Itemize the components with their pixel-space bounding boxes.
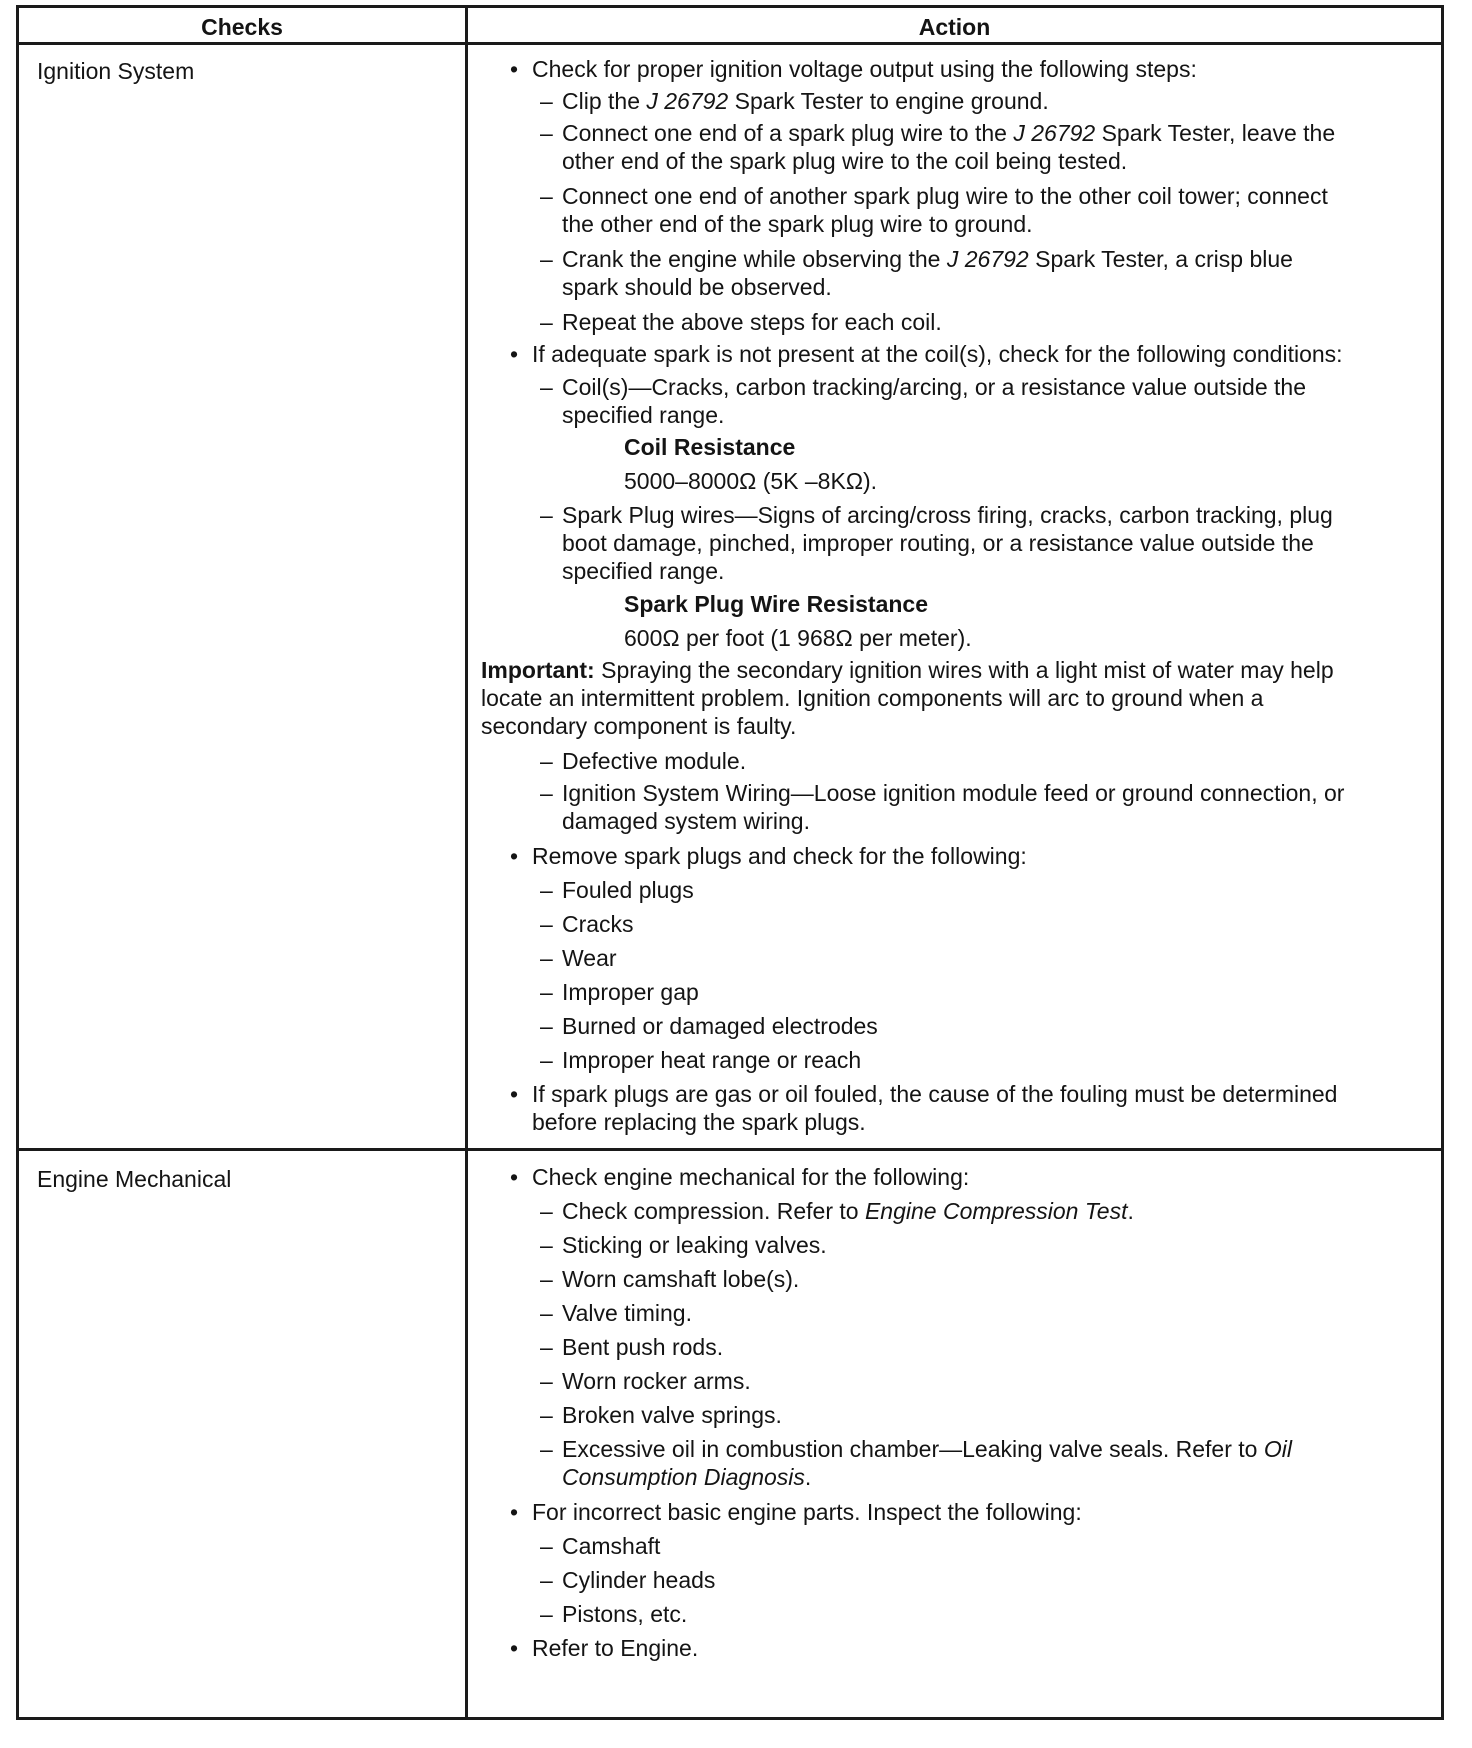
ignition-system-wiring-cont: damaged system wiring. <box>562 808 810 834</box>
dash-glyph: – <box>540 246 553 272</box>
dash-glyph: – <box>540 1368 553 1394</box>
bullet-glyph: • <box>510 1164 519 1190</box>
coil-condition-cont: specified range. <box>562 402 725 428</box>
bullet-glyph: • <box>510 1499 519 1525</box>
plug-check-item: Burned or damaged electrodes <box>562 1013 878 1039</box>
ignition-bullet-spark-check: If adequate spark is not present at the coil(s), check for the following conditions: <box>532 341 1343 367</box>
dash-glyph: – <box>540 911 553 937</box>
dash-glyph: – <box>540 1567 553 1593</box>
plug-check-item: Improper gap <box>562 979 699 1005</box>
plug-check-item: Fouled plugs <box>562 877 694 903</box>
bullet-glyph: • <box>510 341 519 367</box>
step-connect-another-wire: Connect one end of another spark plug wire to the other coil tower; connect <box>562 183 1328 209</box>
coil-resistance-title: Coil Resistance <box>624 434 796 460</box>
spark-plug-wires-condition-cont: specified range. <box>562 558 725 584</box>
dash-glyph: – <box>540 1232 553 1258</box>
dash-glyph: – <box>540 1334 553 1360</box>
coil-resistance-value: 5000–8000Ω (5K –8KΩ). <box>624 468 878 494</box>
dash-glyph: – <box>540 780 553 806</box>
dash-glyph: – <box>540 877 553 903</box>
engine-part-item: Camshaft <box>562 1533 661 1559</box>
dash-glyph: – <box>540 1047 553 1073</box>
dash-glyph: – <box>540 945 553 971</box>
dash-glyph: – <box>540 120 553 146</box>
plug-check-item: Improper heat range or reach <box>562 1047 862 1073</box>
dash-glyph: – <box>540 309 553 335</box>
ignition-bullet-remove-plugs: Remove spark plugs and check for the following: <box>532 843 1027 869</box>
column-divider <box>465 8 468 1717</box>
dash-glyph: – <box>540 1198 553 1224</box>
ignition-bullet-fouled-cont: before replacing the spark plugs. <box>532 1109 866 1135</box>
excessive-oil: Excessive oil in combustion chamber—Leaking valve seals. Refer to Oil <box>562 1436 1292 1462</box>
bullet-glyph: • <box>510 843 519 869</box>
wire-resistance-value: 600Ω per foot (1 968Ω per meter). <box>624 625 972 651</box>
bullet-glyph: • <box>510 1635 519 1661</box>
dash-glyph: – <box>540 88 553 114</box>
dash-glyph: – <box>540 1402 553 1428</box>
dash-glyph: – <box>540 979 553 1005</box>
bullet-glyph: • <box>510 56 519 82</box>
ignition-system-wiring: Ignition System Wiring—Loose ignition module feed or ground connection, or <box>562 780 1345 806</box>
diagnostic-table <box>16 5 1444 1720</box>
important-note-cont: secondary component is faulty. <box>481 713 797 739</box>
step-crank-engine-cont: spark should be observed. <box>562 274 832 300</box>
header-divider <box>19 42 1441 45</box>
check-ignition-system: Ignition System <box>37 58 195 84</box>
excessive-oil-cont: Consumption Diagnosis. <box>562 1464 812 1490</box>
mechanical-item: Valve timing. <box>562 1300 692 1326</box>
action-column-header: Action <box>918 14 991 40</box>
dash-glyph: – <box>540 1436 553 1462</box>
plug-check-item: Wear <box>562 945 617 971</box>
step-connect-wire-cont: other end of the spark plug wire to the coil being tested. <box>562 148 1128 174</box>
engine-part-item: Cylinder heads <box>562 1567 716 1593</box>
mechanical-item: Worn rocker arms. <box>562 1368 751 1394</box>
step-repeat: Repeat the above steps for each coil. <box>562 309 942 335</box>
step-connect-wire: Connect one end of a spark plug wire to the J 26792 Spark Tester, leave the <box>562 120 1336 146</box>
checks-column-header: Checks <box>201 14 283 40</box>
engine-part-item: Pistons, etc. <box>562 1601 688 1627</box>
dash-glyph: – <box>540 1266 553 1292</box>
step-clip-tester: Clip the J 26792 Spark Tester to engine ground. <box>562 88 1049 114</box>
coil-condition: Coil(s)—Cracks, carbon tracking/arcing, or a resistance value outside the <box>562 374 1306 400</box>
defective-module: Defective module. <box>562 748 747 774</box>
dash-glyph: – <box>540 1013 553 1039</box>
row-divider-2 <box>19 1148 1441 1151</box>
dash-glyph: – <box>540 374 553 400</box>
spark-plug-wires-condition-cont: boot damage, pinched, improper routing, or a resistance value outside the <box>562 530 1314 556</box>
ignition-bullet-voltage: Check for proper ignition voltage output using the following steps: <box>532 56 1197 82</box>
check-engine-mechanical: Engine Mechanical <box>37 1166 232 1192</box>
dash-glyph: – <box>540 748 553 774</box>
bullet-glyph: • <box>510 1081 519 1107</box>
plug-check-item: Cracks <box>562 911 634 937</box>
dash-glyph: – <box>540 1533 553 1559</box>
mechanical-item: Bent push rods. <box>562 1334 724 1360</box>
wire-resistance-title: Spark Plug Wire Resistance <box>624 591 929 617</box>
mechanical-item: Broken valve springs. <box>562 1402 782 1428</box>
check-compression: Check compression. Refer to Engine Compression Test. <box>562 1198 1134 1224</box>
dash-glyph: – <box>540 1300 553 1326</box>
dash-glyph: – <box>540 183 553 209</box>
step-connect-another-wire-cont: the other end of the spark plug wire to ground. <box>562 211 1033 237</box>
ignition-bullet-fouled: If spark plugs are gas or oil fouled, the cause of the fouling must be determined <box>532 1081 1338 1107</box>
mechanical-item: Worn camshaft lobe(s). <box>562 1266 800 1292</box>
engine-bullet-mechanical: Check engine mechanical for the following: <box>532 1164 970 1190</box>
dash-glyph: – <box>540 1601 553 1627</box>
engine-bullet-refer: Refer to Engine. <box>532 1635 699 1661</box>
step-crank-engine: Crank the engine while observing the J 26792 Spark Tester, a crisp blue <box>562 246 1293 272</box>
mechanical-item: Sticking or leaking valves. <box>562 1232 827 1258</box>
spark-plug-wires-condition: Spark Plug wires—Signs of arcing/cross firing, cracks, carbon tracking, plug <box>562 502 1333 528</box>
important-note: Important: Spraying the secondary ignition wires with a light mist of water may help <box>481 657 1334 683</box>
important-note-cont: locate an intermittent problem. Ignition components will arc to ground when a <box>481 685 1264 711</box>
engine-bullet-incorrect-parts: For incorrect basic engine parts. Inspect the following: <box>532 1499 1082 1525</box>
dash-glyph: – <box>540 502 553 528</box>
